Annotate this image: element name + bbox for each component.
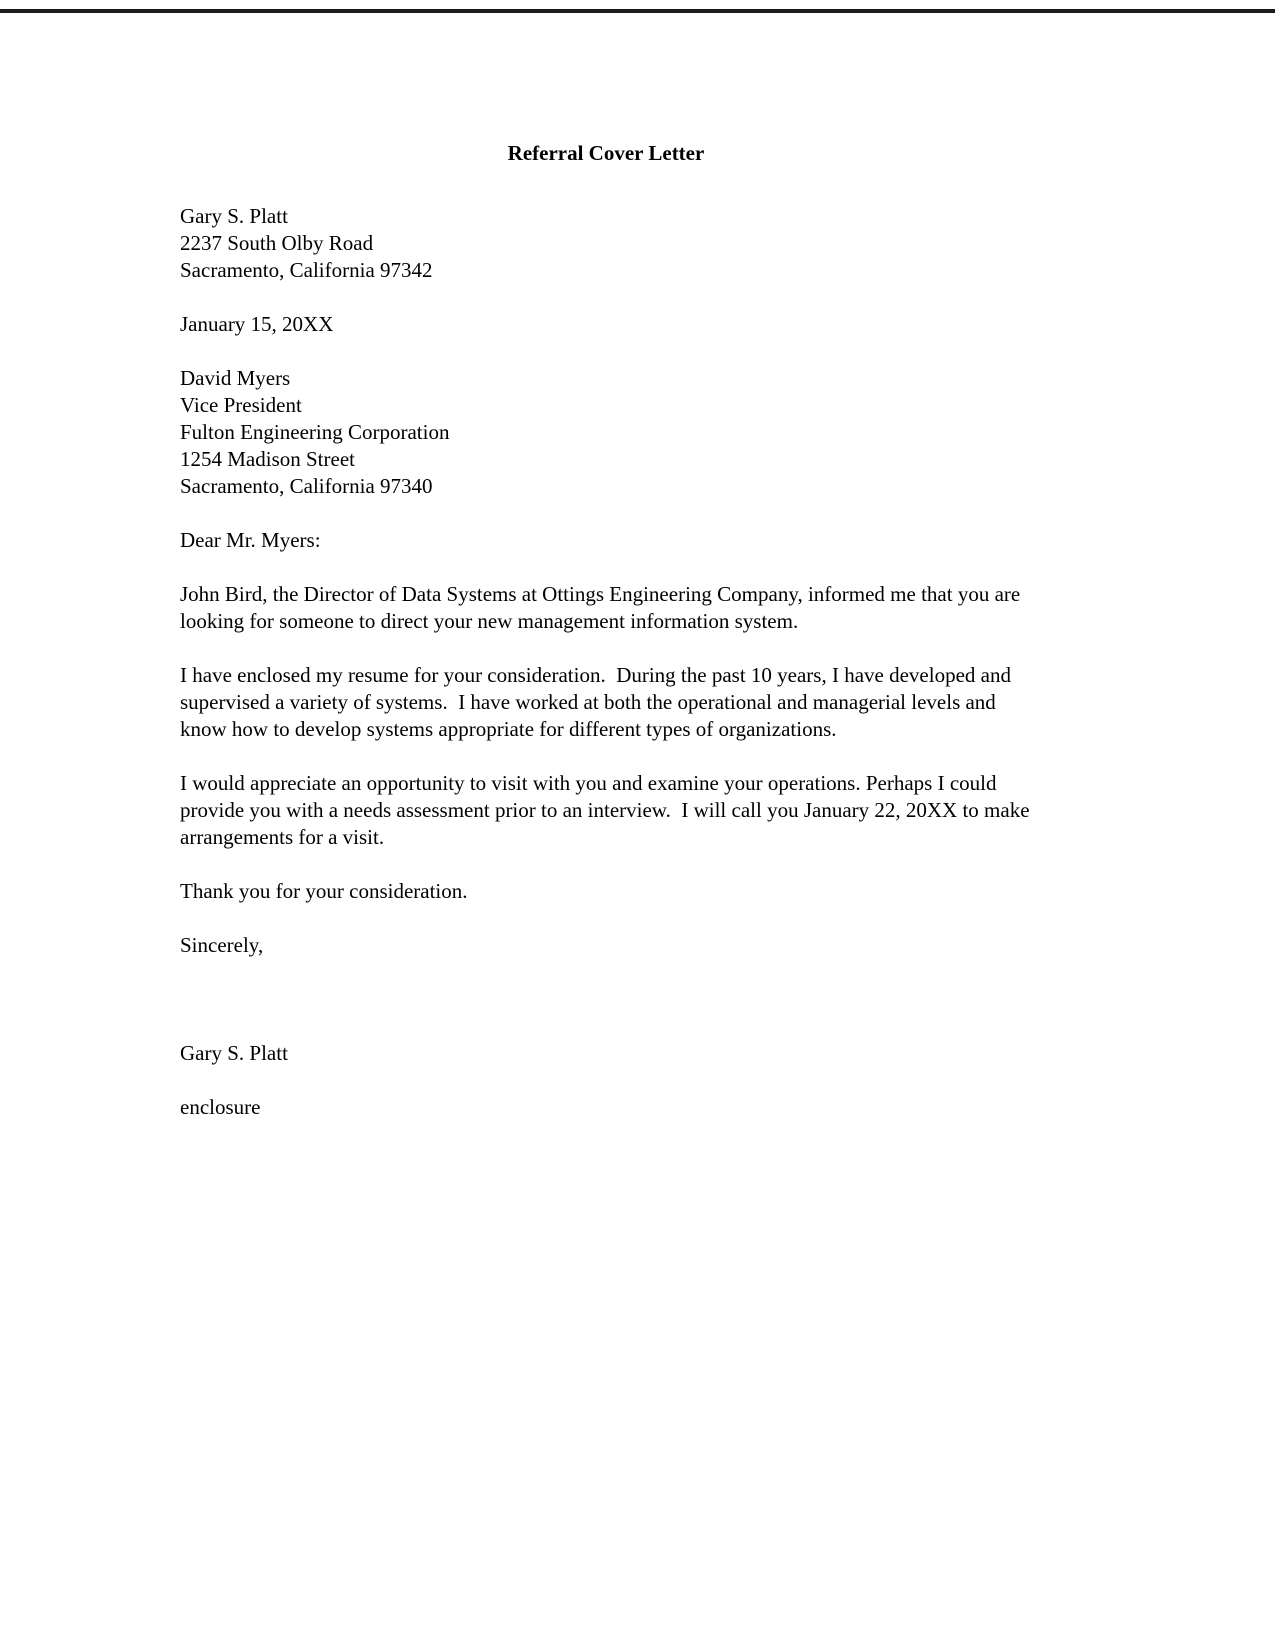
body-paragraph-2: I have enclosed my resume for your consideration. During the past 10 years, I have developed and supervised a variety of systems. I have worked at both the operational and managerial levels and know how to develop systems appropriate for different types of organizations.: [180, 663, 1017, 741]
body-paragraph-1: John Bird, the Director of Data Systems at Ottings Engineering Company, informed me that you are looking for someone to direct your new management information system.: [180, 582, 1026, 633]
recipient-company: Fulton Engineering Corporation: [180, 420, 450, 444]
cover-letter: [180, 140, 1035, 1121]
top-border-rule: [0, 9, 1275, 13]
closing: Sincerely,: [180, 933, 264, 957]
sender-name: Gary S. Platt: [180, 204, 288, 228]
recipient-name: David Myers: [180, 366, 291, 390]
letter-date: January 15, 20XX: [180, 312, 334, 336]
recipient-address-block: [180, 365, 1032, 500]
sender-city-state-zip: Sacramento, California 97342: [180, 258, 433, 282]
recipient-street: 1254 Madison Street: [180, 447, 355, 471]
salutation: Dear Mr. Myers:: [180, 528, 321, 552]
recipient-title: Vice President: [180, 393, 302, 417]
sender-street: 2237 South Olby Road: [180, 231, 374, 255]
letter-title: Referral Cover Letter: [507, 141, 705, 165]
enclosure-note: enclosure: [180, 1095, 261, 1119]
signature-name: Gary S. Platt: [180, 1041, 288, 1065]
body-paragraph-4: Thank you for your consideration.: [180, 879, 468, 903]
sender-address-block: [180, 203, 1032, 284]
body-paragraph-3: I would appreciate an opportunity to visit with you and examine your operations. Perhaps I could provide you with a needs assessment prior to an interview. I will call you January 22, 20XX to make arrangements for a visit.: [180, 771, 1035, 849]
recipient-city-state-zip: Sacramento, California 97340: [180, 474, 433, 498]
